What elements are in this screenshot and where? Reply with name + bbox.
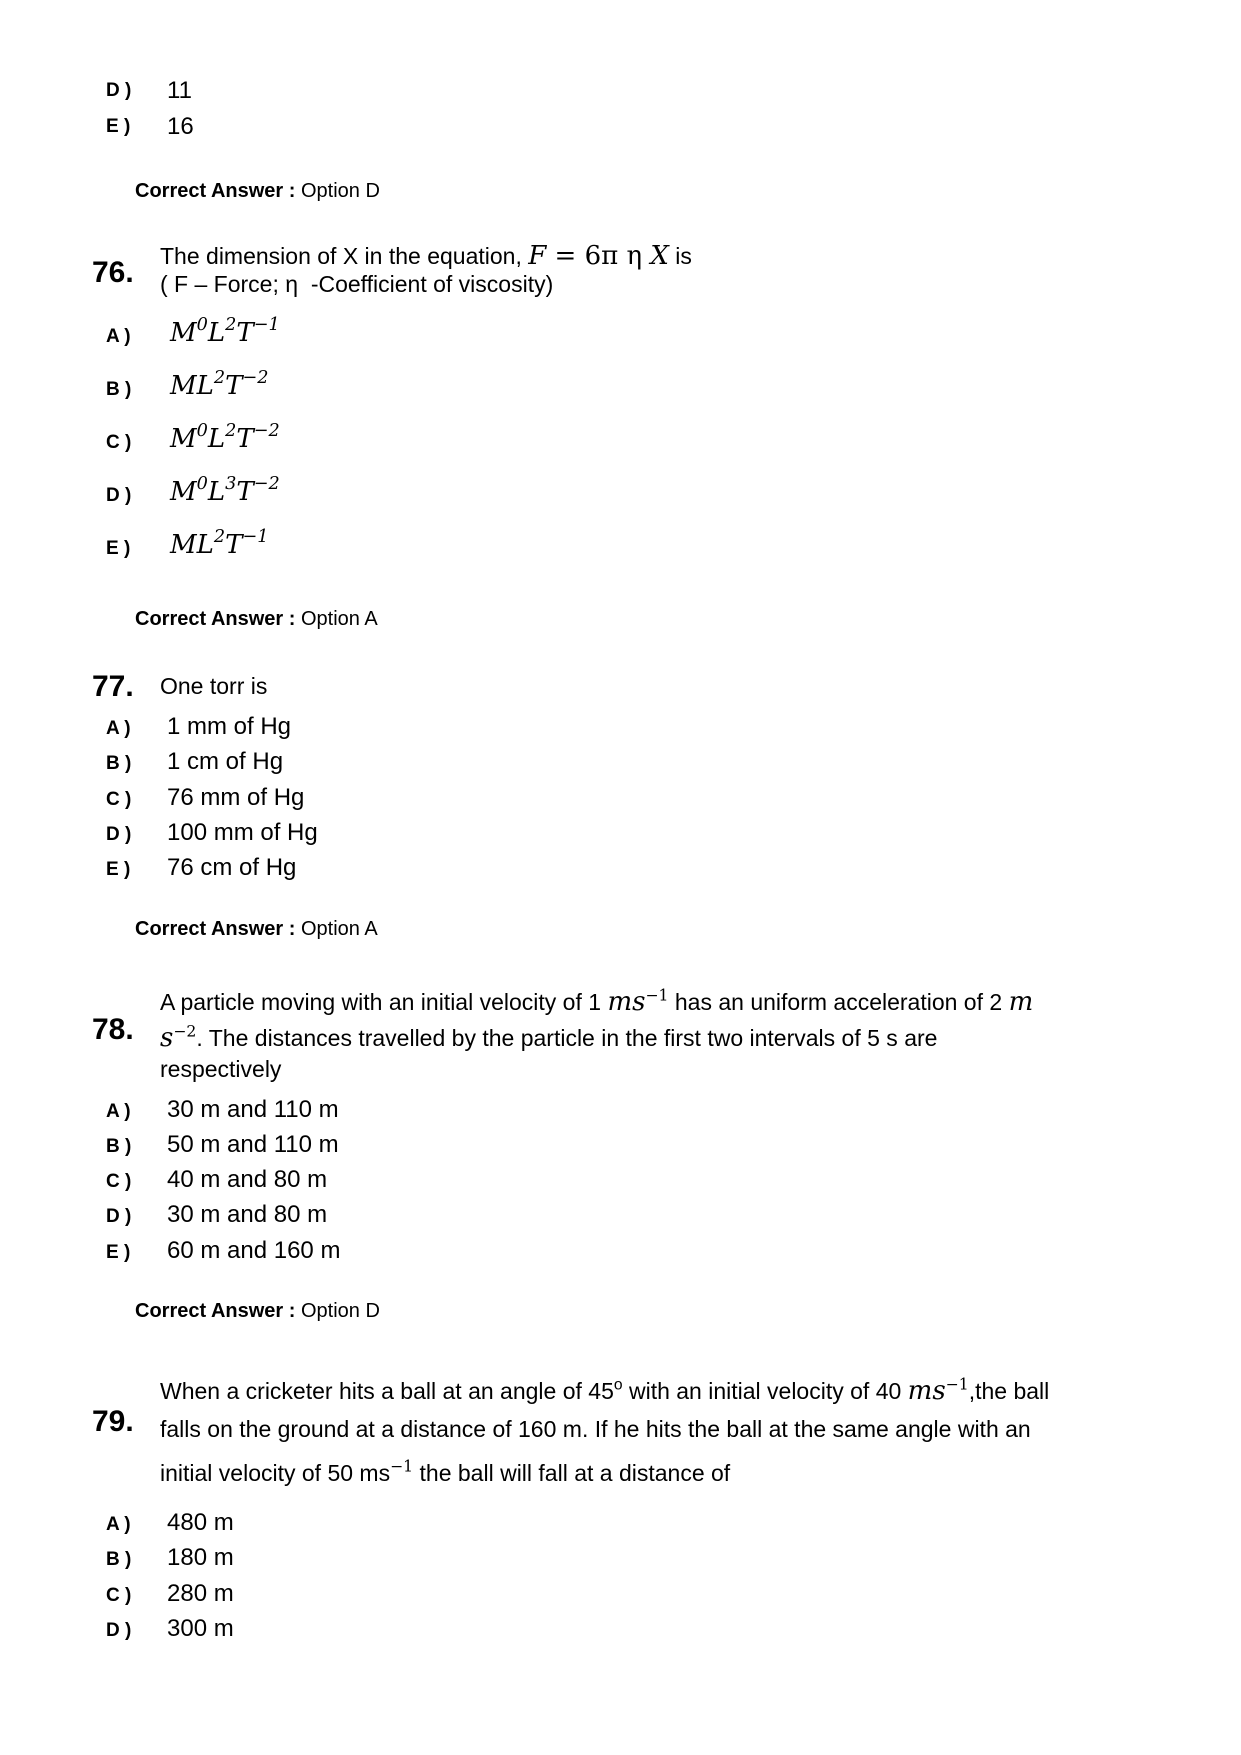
q76-option-b-expr: $ML^2T^{-2}$ (170, 368, 269, 401)
q78-unit-ms: ms (607, 987, 646, 1017)
q78-unit-s-exp: −2 (173, 1021, 197, 1041)
q78-option-e-label: E ) (106, 1242, 131, 1263)
q78-text (160, 984, 1033, 1087)
q76-option-a-expr: $M^0L^2T^{-1}$ (170, 315, 280, 348)
answer-label: Correct Answer : (135, 608, 296, 630)
q79-option-c-label: C ) (106, 1585, 132, 1606)
answer-value: Option A (300, 608, 378, 630)
q78-option-b-label: B ) (106, 1136, 132, 1157)
q78-line1-a: A particle moving with an initial velocity of 1 (160, 989, 608, 1015)
q76-eq-mid: = 6π η (546, 241, 651, 271)
q76-option-e-label: E ) (106, 538, 131, 559)
q78-option-a-text: 30 m and 110 m (167, 1096, 339, 1123)
q78-line1 (160, 984, 1033, 1020)
q79-unit-exp: −1 (945, 1374, 969, 1394)
q76-option-b-label: B ) (106, 379, 132, 400)
q79-line3-a: initial velocity of 50 ms (160, 1460, 391, 1486)
q77-option-d-text: 100 mm of Hg (167, 819, 318, 846)
q79-line3 (160, 1454, 1049, 1492)
q76-line2: ( F – Force; η -Coefficient of viscosity) (160, 271, 554, 297)
q78-unit-s: s (160, 1023, 174, 1053)
q77-option-a-text: 1 mm of Hg (167, 713, 292, 740)
q77-option-c-label: C ) (106, 789, 132, 810)
answer-value: Option D (300, 1300, 380, 1322)
q77-option-e-text: 76 cm of Hg (167, 854, 297, 881)
q76-eq-x: X (650, 241, 669, 271)
q78-unit-m: m (1008, 987, 1034, 1017)
q75-option-e-text: 16 (167, 113, 194, 140)
q77-option-b-label: B ) (106, 753, 132, 774)
q75-option-d-text: 11 (167, 77, 192, 104)
q75-option-e-label: E ) (106, 116, 131, 137)
q78-option-d-text: 30 m and 80 m (167, 1201, 328, 1228)
q76-correct-answer (135, 608, 378, 631)
answer-value: Option D (300, 180, 380, 202)
q76-option-e-expr: $ML^2T^{-1}$ (170, 527, 269, 560)
answer-label: Correct Answer : (135, 1300, 296, 1322)
q78-line1-b: has an uniform acceleration of 2 (668, 989, 1009, 1015)
q75-correct-answer (135, 180, 380, 203)
q78-unit-exp: −1 (645, 985, 669, 1005)
q79-line1-b: with an initial velocity of 40 (622, 1378, 908, 1404)
q78-option-c-text: 40 m and 80 m (167, 1166, 328, 1193)
q77-option-b-text: 1 cm of Hg (167, 748, 284, 775)
q78-option-d-label: D ) (106, 1206, 132, 1227)
q76-number: 76. (92, 256, 134, 289)
q76-line1-pre: The dimension of X in the equation, (160, 243, 529, 269)
q79-line1-c: ,the ball (968, 1378, 1050, 1404)
q79-line1 (160, 1372, 1049, 1410)
q78-line2 (160, 1020, 1033, 1056)
q78-line3: respectively (160, 1056, 282, 1082)
answer-value: Option A (300, 918, 378, 940)
q79-option-a-text: 480 m (167, 1509, 234, 1536)
q79-unit-ms: ms (907, 1376, 946, 1406)
q79-number: 79. (92, 1405, 134, 1438)
q79-line1-a: When a cricketer hits a ball at an angle of 45 (160, 1378, 614, 1404)
q79-option-c-text: 280 m (167, 1580, 234, 1607)
q79-degree: o (613, 1376, 623, 1394)
q76-option-a-label: A ) (106, 326, 131, 347)
q77-option-d-label: D ) (106, 824, 132, 845)
q76-option-d-expr: $M^0L^3T^{-2}$ (170, 474, 280, 507)
q78-number: 78. (92, 1013, 134, 1046)
q79-option-d-text: 300 m (167, 1615, 234, 1642)
q79-line2: falls on the ground at a distance of 160 m. If he hits the ball at the same angle with an (160, 1416, 1031, 1442)
q79-line3-b: the ball will fall at a distance of (413, 1460, 731, 1486)
q78-correct-answer (135, 1300, 380, 1323)
q76-text (160, 238, 692, 302)
q75-option-d-label: D ) (106, 80, 132, 101)
q79-option-d-label: D ) (106, 1620, 132, 1641)
q76-line1-post: is (668, 243, 692, 269)
answer-label: Correct Answer : (135, 180, 296, 202)
q77-question: One torr is (160, 673, 268, 699)
q78-option-c-label: C ) (106, 1171, 132, 1192)
q76-option-d-label: D ) (106, 485, 132, 506)
q79-option-a-label: A ) (106, 1514, 131, 1535)
q79-text (160, 1372, 1049, 1492)
q77-number: 77. (92, 670, 134, 703)
q77-option-e-label: E ) (106, 859, 131, 880)
q77-correct-answer (135, 918, 378, 941)
answer-label: Correct Answer : (135, 918, 296, 940)
q76-option-c-expr: $M^0L^2T^{-2}$ (170, 421, 280, 454)
q79-option-b-text: 180 m (167, 1544, 234, 1571)
q78-option-b-text: 50 m and 110 m (167, 1131, 339, 1158)
q79-option-b-label: B ) (106, 1549, 132, 1570)
q78-option-a-label: A ) (106, 1101, 131, 1122)
q76-eq-f: F (528, 241, 547, 271)
q76-option-c-label: C ) (106, 432, 132, 453)
q78-line2-text: . The distances travelled by the particle in the first two intervals of 5 s are (196, 1025, 938, 1051)
q78-option-e-text: 60 m and 160 m (167, 1237, 341, 1264)
q79-line3-exp: −1 (390, 1456, 414, 1476)
q77-option-a-label: A ) (106, 718, 131, 739)
q77-option-c-text: 76 mm of Hg (167, 784, 305, 811)
